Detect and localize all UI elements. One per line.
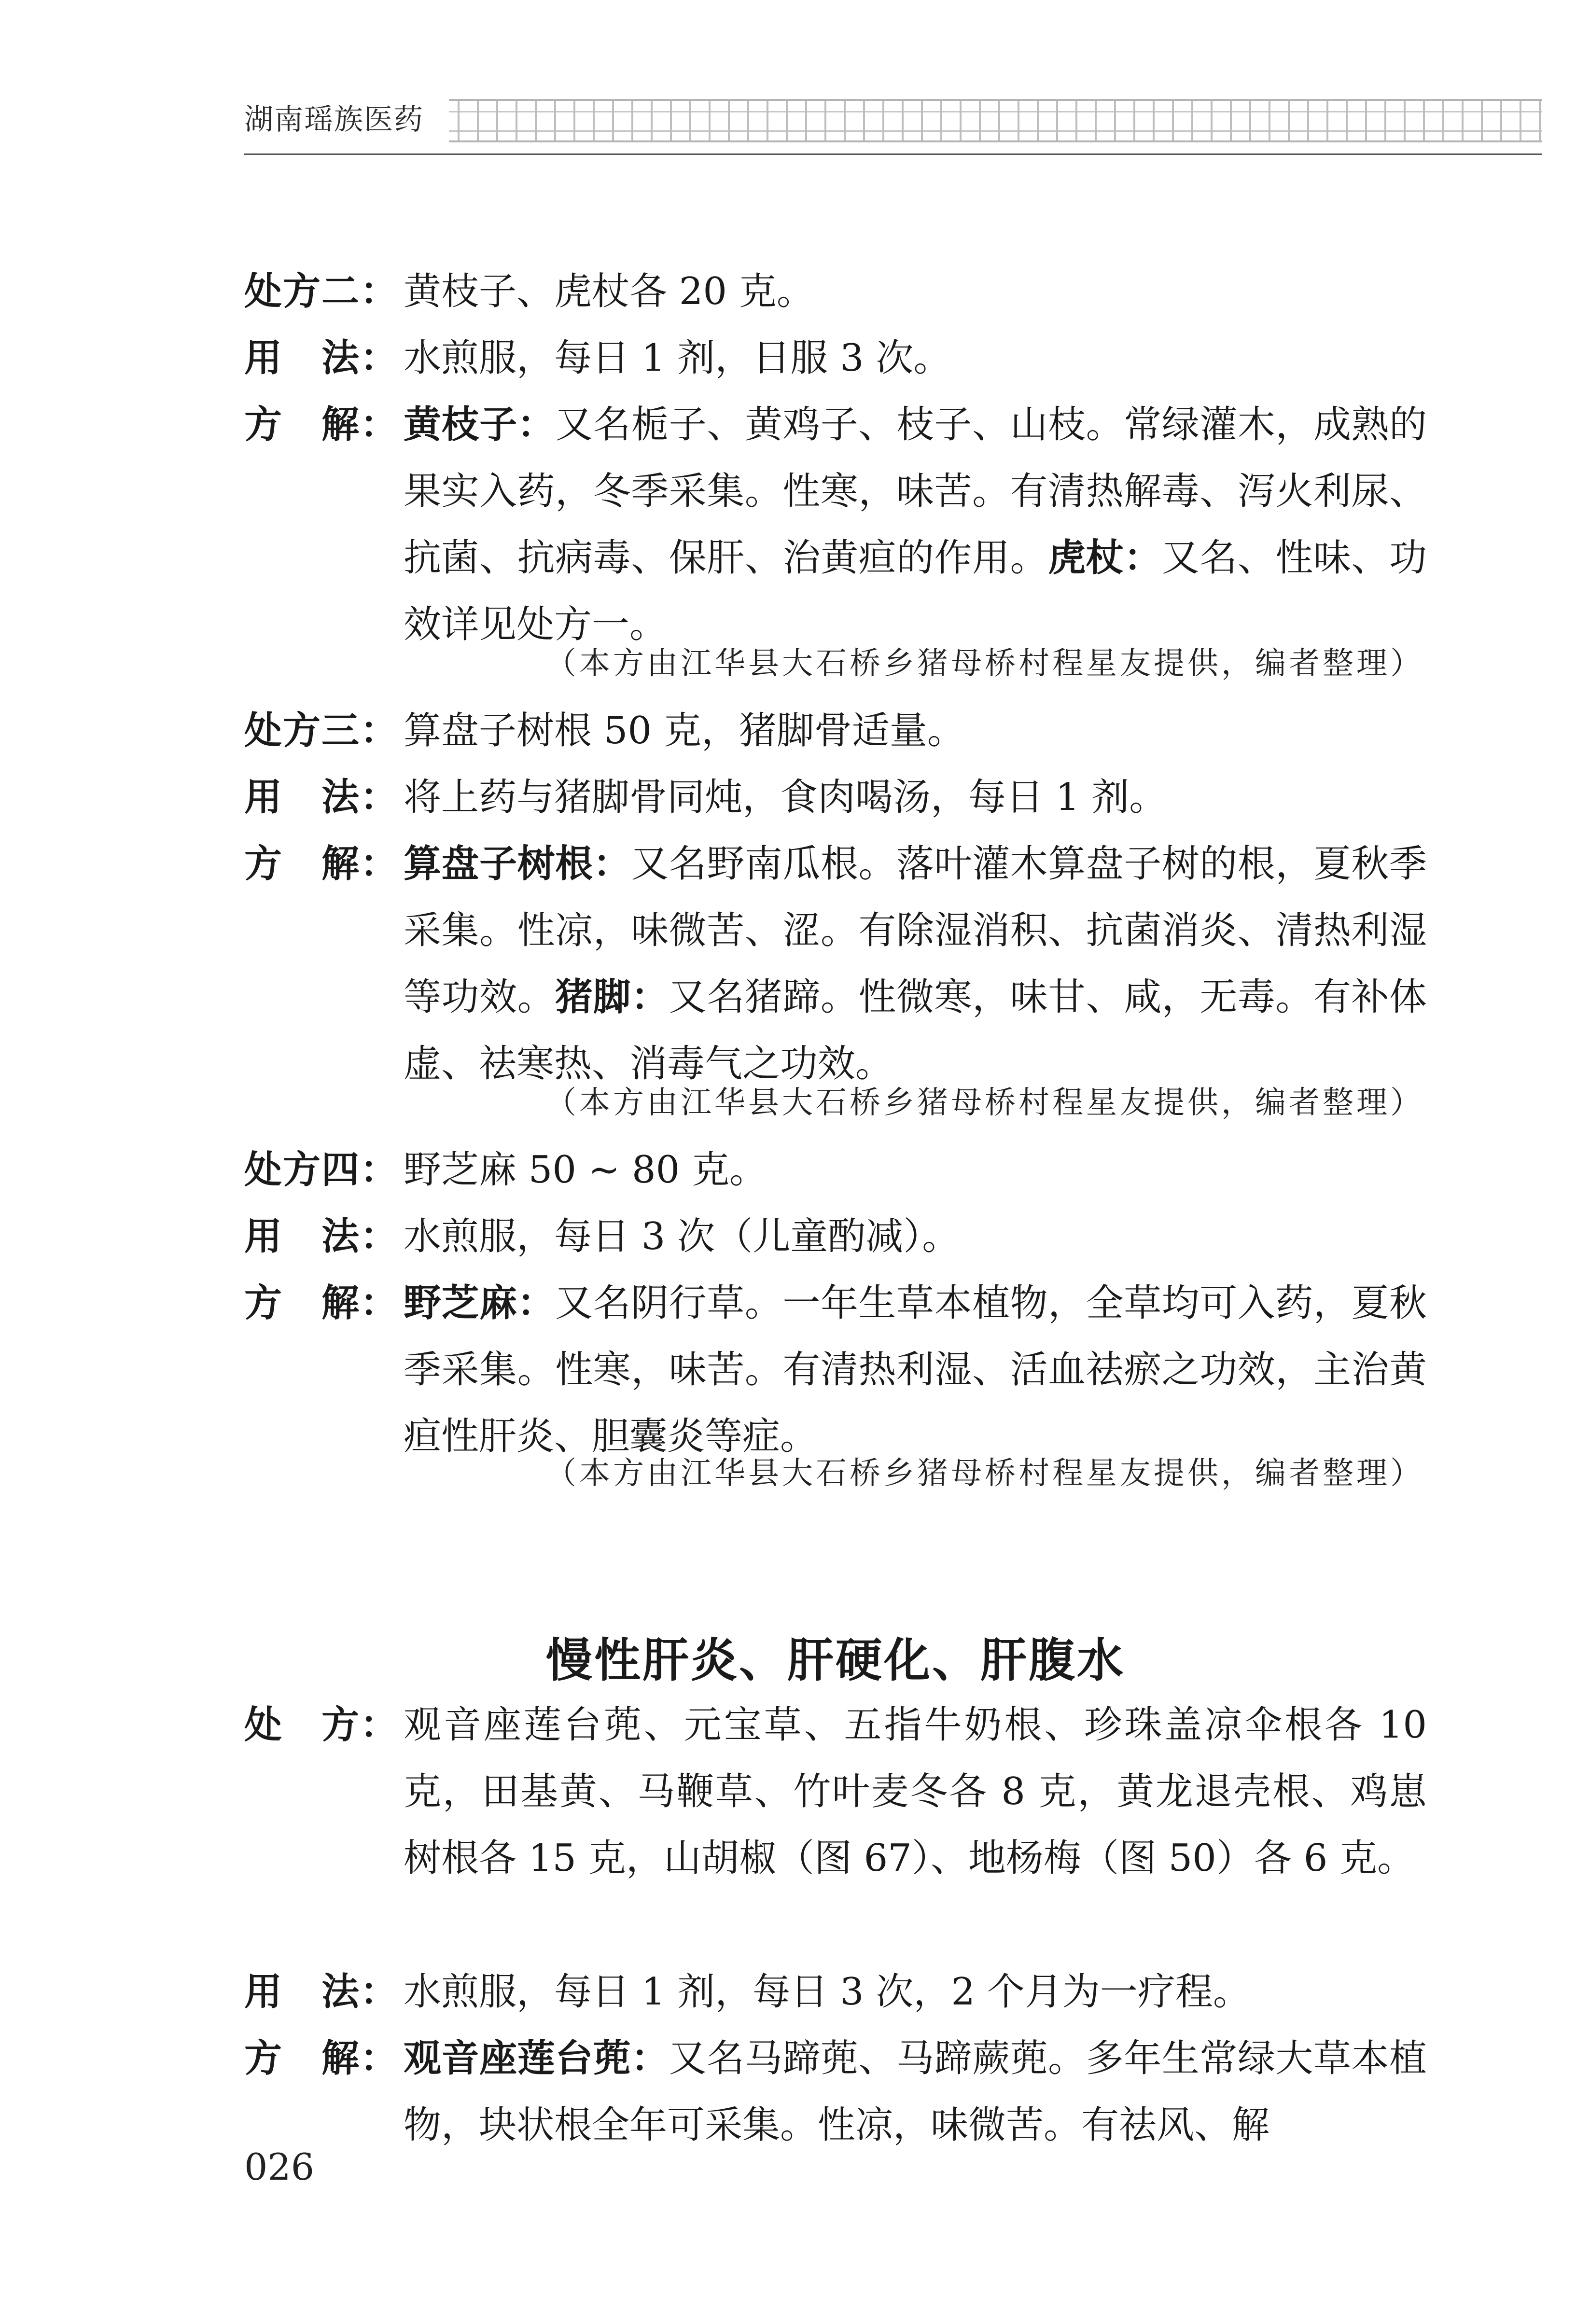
herb-description: 又名马蹄蔸、马蹄蕨蔸。多年生常绿大草本植物，块状根全年可采集。性凉，味微苦。有祛风、解: [404, 2037, 1427, 2147]
prescription-text: 野芝麻 50 ~ 80 克。: [404, 1148, 767, 1192]
prescription-label: 处方二：: [244, 270, 399, 313]
explanation-text: [404, 831, 1427, 1097]
explanation-block: [244, 831, 1427, 1097]
usage-line: [244, 1959, 1427, 2025]
usage-label: 用 法：: [244, 1215, 399, 1258]
explanation-label: 方 解：: [244, 2037, 399, 2080]
herb-description: 又名猪蹄。性微寒，味甘、咸，无毒。有补体虚、祛寒热、消毒气之功效。: [404, 975, 1427, 1085]
explanation-label: 方 解：: [244, 403, 399, 446]
prescription-label: 处 方：: [244, 1703, 399, 1747]
explanation-text: [404, 391, 1427, 658]
usage-label: 用 法：: [244, 776, 399, 819]
prescription-label: 处方三：: [244, 709, 399, 752]
usage-line: [244, 764, 1427, 831]
explanation-text: [404, 2025, 1427, 2158]
herb-term: 算盘子树根：: [404, 842, 631, 886]
section-title: 慢性肝炎、肝硬化、肝腹水: [546, 1633, 1125, 1687]
herb-term: 虎杖：: [1048, 536, 1162, 580]
prescription-2-line: [244, 258, 1427, 325]
herb-description: 又名阴行草。一年生草本植物，全草均可入药，夏秋季采集。性寒，味苦。有清热利湿、活血祛瘀之功效，主治黄疸性肝炎、胆囊炎等症。: [404, 1281, 1427, 1458]
usage-text: 将上药与猪脚骨同炖，食肉喝汤，每日 1 剂。: [404, 776, 1167, 819]
herb-description: 又名、性味、功效详见处方一。: [404, 536, 1427, 646]
source-note: （本方由江华县大石桥乡猪母桥村程星友提供，编者整理）: [545, 646, 1424, 682]
usage-label: 用 法：: [244, 336, 399, 380]
usage-label: 用 法：: [244, 1970, 399, 2014]
usage-line: [244, 325, 1427, 391]
header-divider: [244, 153, 1542, 155]
herb-term: 野芝麻：: [404, 1281, 556, 1325]
source-note: （本方由江华县大石桥乡猪母桥村程星友提供，编者整理）: [545, 1456, 1424, 1491]
explanation-text: [404, 1270, 1427, 1470]
prescription-text: 算盘子树根 50 克，猪脚骨适量。: [404, 709, 965, 752]
prescription-text: 观音座莲台蔸、元宝草、五指牛奶根、珍珠盖凉伞根各 10 克，田基黄、马鞭草、竹叶麦冬各 8 克，黄龙退壳根、鸡崽树根各 15 克，山胡椒（图 67）、地杨梅（图 50）各 6 克。: [404, 1703, 1427, 1880]
explanation-label: 方 解：: [244, 842, 399, 886]
prescription-3-line: [244, 697, 1427, 764]
usage-text: 水煎服，每日 1 剂，日服 3 次。: [404, 336, 951, 380]
herb-term: 观音座莲台蔸：: [404, 2037, 669, 2080]
explanation-block: [244, 2025, 1427, 2158]
page-number: 026: [244, 2145, 315, 2188]
section-prescription-block: [244, 1692, 1427, 1892]
prescription-label: 处方四：: [244, 1148, 399, 1192]
herb-term: 猪脚：: [555, 975, 669, 1019]
source-note: （本方由江华县大石桥乡猪母桥村程星友提供，编者整理）: [545, 1085, 1424, 1121]
herb-term: 黄枝子：: [404, 403, 556, 446]
herb-description: 又名野南瓜根。落叶灌木算盘子树的根，夏秋季采集。性凉，味微苦、涩。有除湿消积、抗菌消炎、清热利湿等功效。: [404, 842, 1427, 1019]
usage-text: 水煎服，每日 1 剂，每日 3 次，2 个月为一疗程。: [404, 1970, 1251, 2014]
explanation-block: [244, 391, 1427, 658]
explanation-block: [244, 1270, 1427, 1470]
usage-line: [244, 1203, 1427, 1270]
herb-description: 又名栀子、黄鸡子、枝子、山枝。常绿灌木，成熟的果实入药，冬季采集。性寒，味苦。有清热解毒、泻火利尿、抗菌、抗病毒、保肝、治黄疸的作用。: [404, 403, 1427, 580]
prescription-4-line: [244, 1137, 1427, 1203]
decorative-pattern-band: [449, 99, 1542, 142]
explanation-label: 方 解：: [244, 1281, 399, 1325]
usage-text: 水煎服，每日 3 次（儿童酌减）。: [404, 1215, 960, 1258]
book-title: 湖南瑶族医药: [244, 103, 424, 137]
prescription-text: 黄枝子、虎杖各 20 克。: [404, 270, 814, 313]
